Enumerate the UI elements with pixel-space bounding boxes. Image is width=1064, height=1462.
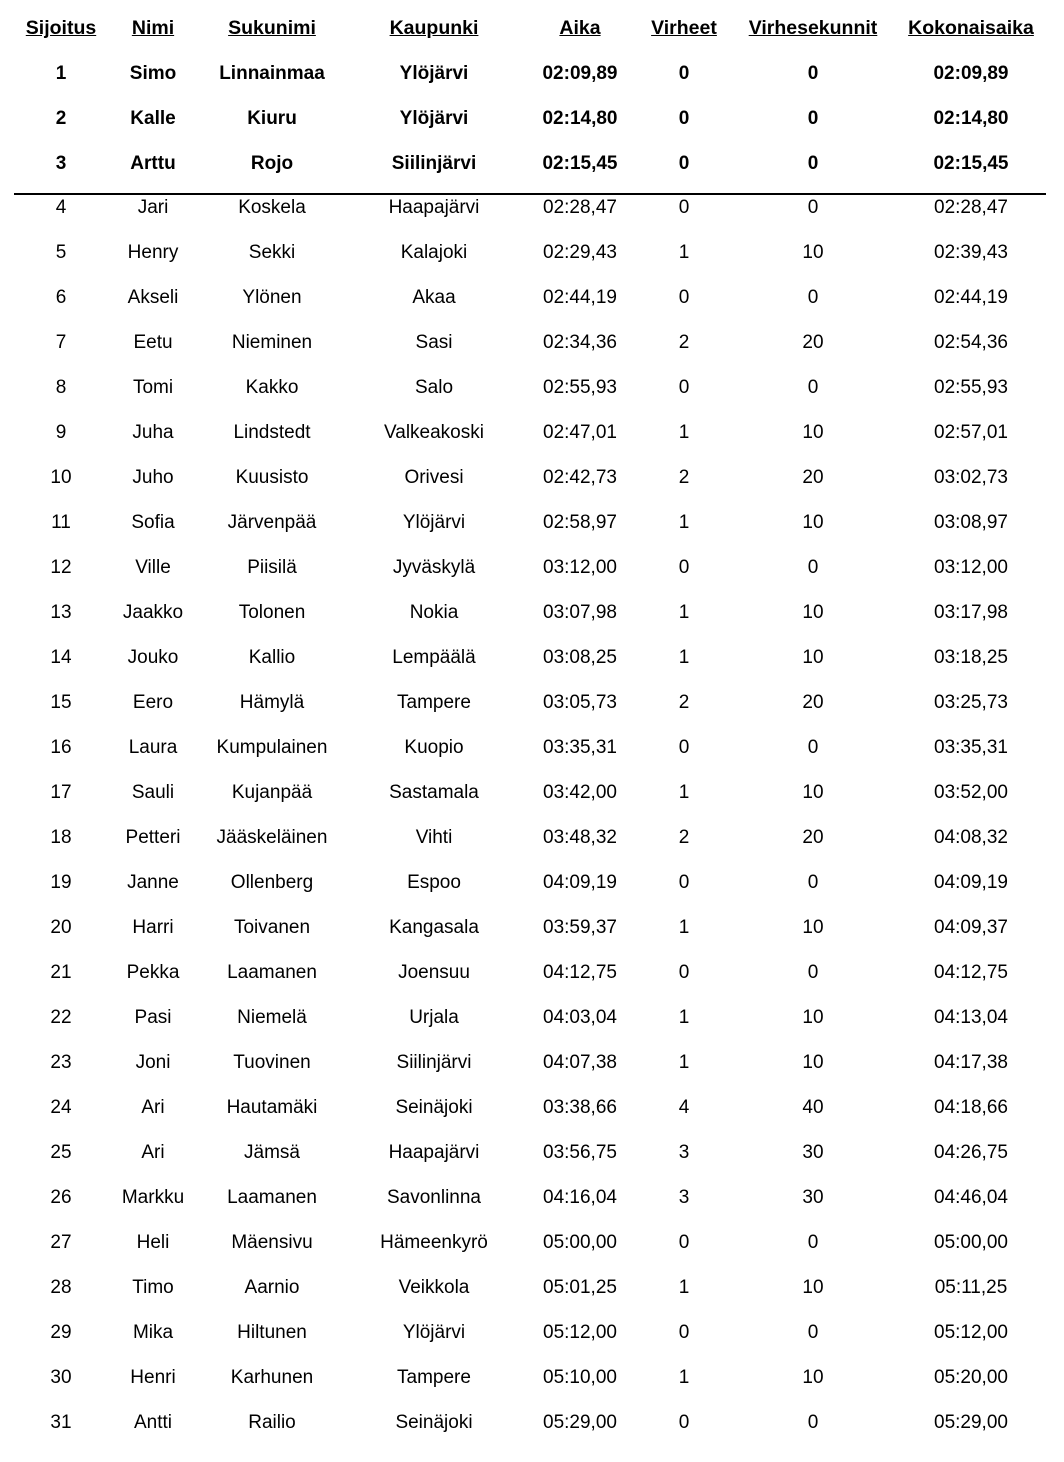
last-name-cell: Kakko [245, 377, 299, 398]
total-time-cell: 02:28,47 [934, 197, 1008, 218]
rank-cell: 8 [55, 377, 67, 398]
time-cell: 03:07,98 [543, 602, 617, 623]
errors-cell: 1 [678, 782, 690, 803]
time-cell: 02:29,43 [543, 242, 617, 263]
penalty-seconds-cell: 0 [807, 63, 819, 84]
header-row [14, 6, 1046, 51]
city-cell: Hämeenkyrö [380, 1232, 488, 1253]
last-name-cell: Kallio [248, 647, 296, 668]
table-row [14, 545, 1046, 590]
first-name-cell: Eetu [133, 332, 173, 353]
city-cell: Siilinjärvi [391, 153, 477, 174]
last-name-cell: Järvenpää [227, 512, 317, 533]
first-name-cell: Janne [127, 872, 179, 893]
results-table [14, 6, 1046, 1455]
penalty-seconds-cell: 0 [807, 153, 819, 174]
total-time-cell: 02:55,93 [934, 377, 1008, 398]
penalty-seconds-cell: 10 [802, 647, 824, 668]
first-name-cell: Mika [132, 1322, 174, 1343]
time-cell: 03:08,25 [543, 647, 617, 668]
penalty-seconds-cell: 20 [802, 692, 824, 713]
table-row [14, 725, 1046, 770]
errors-cell: 0 [678, 737, 690, 758]
city-cell: Haapajärvi [388, 197, 480, 218]
penalty-seconds-cell: 10 [802, 1007, 824, 1028]
penalty-seconds-cell: 0 [807, 737, 819, 758]
errors-cell: 1 [678, 242, 690, 263]
errors-cell: 1 [678, 917, 690, 938]
column-header-errors: Virheet [651, 17, 717, 39]
column-header-penalty-seconds: Virhesekunnit [748, 17, 878, 39]
total-time-cell: 03:35,31 [934, 737, 1008, 758]
city-cell: Kalajoki [400, 242, 468, 263]
first-name-cell: Ari [141, 1142, 165, 1163]
rank-cell: 29 [50, 1322, 72, 1343]
first-name-cell: Joni [135, 1052, 171, 1073]
first-name-cell: Antti [133, 1412, 173, 1433]
total-time-cell: 03:25,73 [934, 692, 1008, 713]
time-cell: 03:59,37 [543, 917, 617, 938]
last-name-cell: Tolonen [238, 602, 306, 623]
last-name-cell: Linnainmaa [219, 63, 325, 84]
first-name-cell: Eero [132, 692, 174, 713]
rank-cell: 31 [50, 1412, 72, 1433]
city-cell: Kangasala [389, 917, 479, 938]
city-cell: Siilinjärvi [396, 1052, 472, 1073]
city-cell: Vihti [415, 827, 453, 848]
total-time-cell: 04:46,04 [934, 1187, 1008, 1208]
errors-cell: 2 [678, 467, 690, 488]
errors-cell: 0 [678, 872, 690, 893]
table-row [14, 410, 1046, 455]
penalty-seconds-cell: 0 [807, 377, 819, 398]
errors-cell: 0 [678, 108, 690, 129]
errors-cell: 2 [678, 827, 690, 848]
city-cell: Nokia [409, 602, 459, 623]
penalty-seconds-cell: 10 [802, 917, 824, 938]
rank-cell: 22 [50, 1007, 72, 1028]
city-cell: Seinäjoki [395, 1097, 473, 1118]
podium-row [14, 51, 1046, 96]
time-cell: 04:07,38 [543, 1052, 617, 1073]
first-name-cell: Jari [137, 197, 169, 218]
first-name-cell: Simo [129, 63, 177, 84]
last-name-cell: Mäensivu [231, 1232, 313, 1253]
time-cell: 04:09,19 [543, 872, 617, 893]
penalty-seconds-cell: 40 [802, 1097, 824, 1118]
rank-cell: 5 [55, 242, 67, 263]
time-cell: 03:12,00 [543, 557, 617, 578]
city-cell: Lempäälä [392, 647, 476, 668]
last-name-cell: Sekki [248, 242, 296, 263]
table-row [14, 770, 1046, 815]
rank-cell: 23 [50, 1052, 72, 1073]
city-cell: Jyväskylä [392, 557, 476, 578]
time-cell: 02:55,93 [543, 377, 617, 398]
penalty-seconds-cell: 20 [802, 332, 824, 353]
first-name-cell: Kalle [130, 108, 176, 129]
column-header-first-name: Nimi [131, 17, 175, 39]
table-row [14, 275, 1046, 320]
last-name-cell: Koskela [238, 197, 306, 218]
last-name-cell: Tuovinen [233, 1052, 311, 1073]
podium-rows [14, 51, 1046, 186]
errors-cell: 1 [678, 647, 690, 668]
rank-cell: 14 [50, 647, 72, 668]
total-time-cell: 03:18,25 [934, 647, 1008, 668]
rank-cell: 10 [50, 467, 72, 488]
penalty-seconds-cell: 10 [802, 422, 824, 443]
time-cell: 02:58,97 [543, 512, 617, 533]
penalty-seconds-cell: 0 [807, 287, 819, 308]
time-cell: 02:15,45 [542, 153, 618, 174]
errors-cell: 0 [678, 377, 690, 398]
rank-cell: 28 [50, 1277, 72, 1298]
penalty-seconds-cell: 0 [807, 1322, 819, 1343]
first-name-cell: Juho [132, 467, 174, 488]
last-name-cell: Kuusisto [235, 467, 309, 488]
time-cell: 03:35,31 [543, 737, 617, 758]
table-row [14, 1130, 1046, 1175]
total-time-cell: 02:09,89 [933, 63, 1009, 84]
total-time-cell: 04:26,75 [934, 1142, 1008, 1163]
table-row [14, 1175, 1046, 1220]
first-name-cell: Jouko [127, 647, 179, 668]
penalty-seconds-cell: 10 [802, 602, 824, 623]
podium-row [14, 141, 1046, 186]
total-time-cell: 02:14,80 [933, 108, 1009, 129]
city-cell: Tampere [397, 1367, 471, 1388]
penalty-seconds-cell: 0 [807, 1412, 819, 1433]
penalty-seconds-cell: 10 [802, 242, 824, 263]
city-cell: Akaa [412, 287, 456, 308]
table-row [14, 815, 1046, 860]
last-name-cell: Kiuru [247, 108, 297, 129]
city-cell: Kuopio [404, 737, 464, 758]
total-time-cell: 05:11,25 [934, 1277, 1008, 1298]
first-name-cell: Ari [141, 1097, 165, 1118]
time-cell: 03:42,00 [543, 782, 617, 803]
penalty-seconds-cell: 10 [802, 782, 824, 803]
table-row [14, 1220, 1046, 1265]
rank-cell: 11 [51, 512, 71, 533]
table-row [14, 230, 1046, 275]
last-name-cell: Railio [248, 1412, 296, 1433]
table-row [14, 365, 1046, 410]
rank-cell: 15 [50, 692, 72, 713]
total-time-cell: 04:17,38 [934, 1052, 1008, 1073]
last-name-cell: Hämylä [239, 692, 305, 713]
first-name-cell: Juha [132, 422, 174, 443]
last-name-cell: Hiltunen [237, 1322, 307, 1343]
city-cell: Tampere [397, 692, 471, 713]
errors-cell: 1 [678, 1052, 690, 1073]
city-cell: Ylöjärvi [399, 108, 469, 129]
last-name-cell: Kujanpää [231, 782, 313, 803]
table-row [14, 635, 1046, 680]
first-name-cell: Heli [136, 1232, 170, 1253]
table-row [14, 185, 1046, 230]
time-cell: 02:28,47 [543, 197, 617, 218]
city-cell: Ylöjärvi [402, 512, 466, 533]
penalty-seconds-cell: 30 [802, 1142, 824, 1163]
rank-cell: 24 [50, 1097, 72, 1118]
first-name-cell: Jaakko [122, 602, 184, 623]
time-cell: 02:42,73 [543, 467, 617, 488]
rank-cell: 12 [50, 557, 72, 578]
city-cell: Sastamala [389, 782, 479, 803]
city-cell: Salo [414, 377, 454, 398]
city-cell: Seinäjoki [395, 1412, 473, 1433]
errors-cell: 1 [678, 602, 690, 623]
table-row [14, 680, 1046, 725]
city-cell: Urjala [409, 1007, 459, 1028]
time-cell: 03:38,66 [543, 1097, 617, 1118]
city-cell: Veikkola [398, 1277, 470, 1298]
total-time-cell: 05:20,00 [934, 1367, 1008, 1388]
errors-cell: 3 [678, 1187, 690, 1208]
time-cell: 04:03,04 [543, 1007, 617, 1028]
errors-cell: 1 [678, 1007, 690, 1028]
table-row [14, 455, 1046, 500]
rank-cell: 6 [55, 287, 67, 308]
table-row [14, 1310, 1046, 1355]
table-row [14, 905, 1046, 950]
total-time-cell: 02:44,19 [934, 287, 1008, 308]
first-name-cell: Timo [132, 1277, 174, 1298]
total-time-cell: 03:08,97 [934, 512, 1008, 533]
penalty-seconds-cell: 30 [802, 1187, 824, 1208]
total-time-cell: 04:08,32 [934, 827, 1008, 848]
last-name-cell: Ylönen [242, 287, 302, 308]
rank-cell: 27 [50, 1232, 72, 1253]
errors-cell: 0 [678, 1412, 690, 1433]
total-time-cell: 03:17,98 [934, 602, 1008, 623]
last-name-cell: Laamanen [227, 1187, 317, 1208]
errors-cell: 2 [678, 332, 690, 353]
total-time-cell: 03:02,73 [934, 467, 1008, 488]
rank-cell: 26 [50, 1187, 72, 1208]
podium-row [14, 96, 1046, 141]
penalty-seconds-cell: 0 [807, 108, 819, 129]
total-time-cell: 02:39,43 [934, 242, 1008, 263]
penalty-seconds-cell: 20 [802, 827, 824, 848]
table-row [14, 950, 1046, 995]
last-name-cell: Lindstedt [233, 422, 311, 443]
time-cell: 02:44,19 [543, 287, 617, 308]
last-name-cell: Karhunen [230, 1367, 314, 1388]
column-header-total-time: Kokonaisaika [908, 17, 1034, 39]
penalty-seconds-cell: 0 [807, 557, 819, 578]
city-cell: Espoo [407, 872, 461, 893]
city-cell: Haapajärvi [388, 1142, 480, 1163]
errors-cell: 0 [678, 153, 690, 174]
first-name-cell: Sofia [131, 512, 175, 533]
column-header-rank: Sijoitus [25, 17, 97, 39]
penalty-seconds-cell: 0 [807, 962, 819, 983]
rank-cell: 17 [50, 782, 72, 803]
total-time-cell: 05:00,00 [934, 1232, 1008, 1253]
total-time-cell: 04:09,19 [934, 872, 1008, 893]
rank-cell: 18 [50, 827, 72, 848]
errors-cell: 0 [678, 287, 690, 308]
first-name-cell: Sauli [131, 782, 175, 803]
errors-cell: 3 [678, 1142, 690, 1163]
rank-cell: 2 [55, 108, 67, 129]
last-name-cell: Toivanen [233, 917, 311, 938]
errors-cell: 1 [678, 1277, 690, 1298]
last-name-cell: Aarnio [244, 1277, 300, 1298]
last-name-cell: Ollenberg [230, 872, 314, 893]
penalty-seconds-cell: 10 [802, 1052, 824, 1073]
errors-cell: 2 [678, 692, 690, 713]
last-name-cell: Hautamäki [226, 1097, 318, 1118]
penalty-seconds-cell: 10 [802, 512, 824, 533]
last-name-cell: Nieminen [231, 332, 313, 353]
errors-cell: 0 [678, 197, 690, 218]
rank-cell: 21 [50, 962, 72, 983]
last-name-cell: Jääskeläinen [216, 827, 328, 848]
first-name-cell: Arttu [130, 153, 176, 174]
first-name-cell: Henri [130, 1367, 176, 1388]
rank-cell: 9 [55, 422, 67, 443]
total-time-cell: 03:12,00 [934, 557, 1008, 578]
time-cell: 02:14,80 [542, 108, 618, 129]
table-row [14, 1040, 1046, 1085]
rank-cell: 3 [55, 153, 67, 174]
time-cell: 03:05,73 [543, 692, 617, 713]
penalty-seconds-cell: 0 [807, 197, 819, 218]
time-cell: 05:10,00 [543, 1367, 617, 1388]
rank-cell: 4 [55, 197, 67, 218]
rank-cell: 25 [50, 1142, 72, 1163]
last-name-cell: Rojo [250, 153, 294, 174]
column-header-last-name: Sukunimi [228, 17, 316, 39]
total-time-cell: 02:15,45 [933, 153, 1009, 174]
city-cell: Valkeakoski [384, 422, 484, 443]
city-cell: Orivesi [404, 467, 464, 488]
total-time-cell: 02:57,01 [934, 422, 1008, 443]
first-name-cell: Tomi [132, 377, 174, 398]
table-row [14, 590, 1046, 635]
errors-cell: 0 [678, 1232, 690, 1253]
errors-cell: 0 [678, 962, 690, 983]
errors-cell: 1 [678, 512, 690, 533]
rank-cell: 13 [50, 602, 72, 623]
total-time-cell: 04:12,75 [934, 962, 1008, 983]
table-row [14, 995, 1046, 1040]
time-cell: 05:00,00 [543, 1232, 617, 1253]
city-cell: Sasi [415, 332, 453, 353]
penalty-seconds-cell: 10 [802, 1367, 824, 1388]
total-time-cell: 02:54,36 [934, 332, 1008, 353]
column-header-city: Kaupunki [389, 17, 479, 39]
rank-cell: 1 [55, 63, 67, 84]
city-cell: Joensuu [398, 962, 470, 983]
errors-cell: 1 [678, 422, 690, 443]
first-name-cell: Akseli [127, 287, 179, 308]
time-cell: 04:12,75 [543, 962, 617, 983]
city-cell: Savonlinna [386, 1187, 482, 1208]
first-name-cell: Laura [128, 737, 178, 758]
time-cell: 05:29,00 [543, 1412, 617, 1433]
table-row [14, 860, 1046, 905]
penalty-seconds-cell: 0 [807, 872, 819, 893]
rank-cell: 19 [50, 872, 72, 893]
time-cell: 05:12,00 [543, 1322, 617, 1343]
penalty-seconds-cell: 0 [807, 1232, 819, 1253]
total-time-cell: 05:29,00 [934, 1412, 1008, 1433]
errors-cell: 0 [678, 557, 690, 578]
rank-cell: 7 [55, 332, 67, 353]
last-name-cell: Laamanen [227, 962, 317, 983]
total-time-cell: 03:52,00 [934, 782, 1008, 803]
total-time-cell: 04:18,66 [934, 1097, 1008, 1118]
penalty-seconds-cell: 10 [802, 1277, 824, 1298]
column-header-time: Aika [559, 17, 601, 39]
last-name-cell: Kumpulainen [216, 737, 328, 758]
penalty-seconds-cell: 20 [802, 467, 824, 488]
errors-cell: 0 [678, 63, 690, 84]
table-row [14, 1400, 1046, 1445]
total-time-cell: 05:12,00 [934, 1322, 1008, 1343]
first-name-cell: Ville [135, 557, 171, 578]
first-name-cell: Petteri [125, 827, 181, 848]
last-name-cell: Jämsä [244, 1142, 300, 1163]
time-cell: 04:16,04 [543, 1187, 617, 1208]
errors-cell: 4 [678, 1097, 690, 1118]
rank-cell: 20 [50, 917, 72, 938]
rank-cell: 30 [50, 1367, 72, 1388]
time-cell: 03:56,75 [543, 1142, 617, 1163]
time-cell: 02:34,36 [543, 332, 617, 353]
table-row [14, 1355, 1046, 1400]
city-cell: Ylöjärvi [399, 63, 469, 84]
time-cell: 02:09,89 [542, 63, 618, 84]
first-name-cell: Pasi [134, 1007, 172, 1028]
city-cell: Ylöjärvi [402, 1322, 466, 1343]
rank-cell: 16 [50, 737, 72, 758]
table-row [14, 1265, 1046, 1310]
first-name-cell: Harri [132, 917, 174, 938]
first-name-cell: Henry [127, 242, 179, 263]
time-cell: 03:48,32 [543, 827, 617, 848]
first-name-cell: Markku [121, 1187, 185, 1208]
table-row [14, 320, 1046, 365]
time-cell: 05:01,25 [543, 1277, 617, 1298]
table-row [14, 1085, 1046, 1130]
last-name-cell: Piisilä [247, 557, 297, 578]
table-row [14, 500, 1046, 545]
total-time-cell: 04:09,37 [934, 917, 1008, 938]
last-name-cell: Niemelä [237, 1007, 307, 1028]
result-rows [14, 185, 1046, 1445]
first-name-cell: Pekka [126, 962, 180, 983]
total-time-cell: 04:13,04 [934, 1007, 1008, 1028]
errors-cell: 0 [678, 1322, 690, 1343]
time-cell: 02:47,01 [543, 422, 617, 443]
errors-cell: 1 [678, 1367, 690, 1388]
